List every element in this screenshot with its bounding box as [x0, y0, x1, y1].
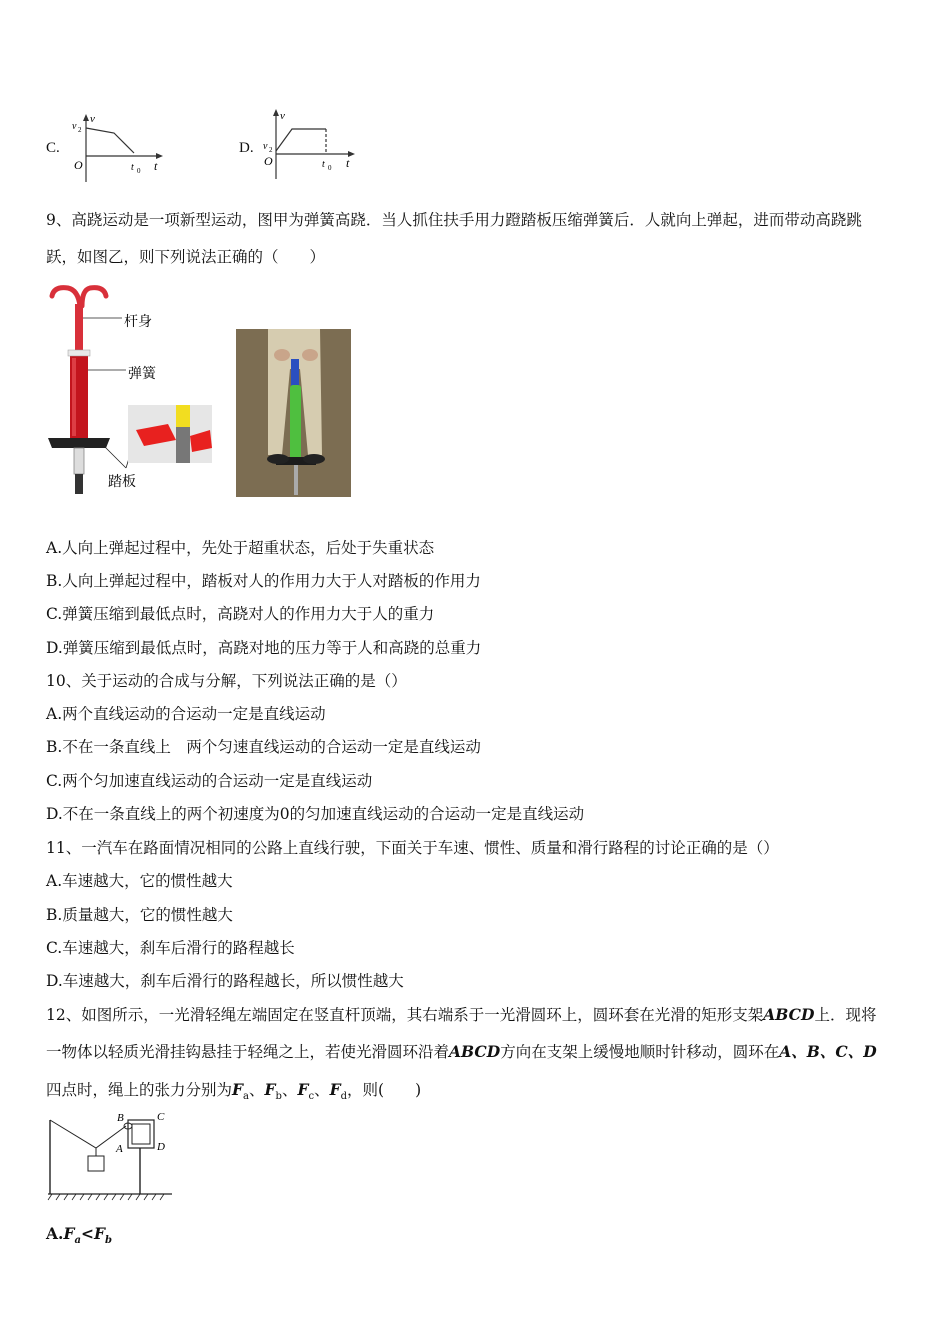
- option-d-label: D.: [239, 140, 254, 156]
- q12-option-a: $A.F_a<F_b$: [46, 1224, 112, 1247]
- t-axis-label: t: [346, 156, 350, 170]
- option-c-label: C.: [46, 140, 60, 156]
- v2-label: v: [263, 141, 268, 152]
- q9-stem-line1: 9、高跷运动是一项新型运动，图甲为弹簧高跷．当人抓住扶手用力蹬踏板压缩弹簧后．人就向上弹起，进而带动高跷跳: [46, 211, 862, 229]
- svg-text:2: 2: [269, 146, 273, 154]
- q9-option-c: C.弹簧压缩到最低点时，高跷对人的作用力大于人的重力: [46, 605, 435, 623]
- point-d-label: D: [157, 1141, 165, 1153]
- svg-text:0: 0: [137, 167, 141, 175]
- rod-label: 杆身: [124, 315, 152, 330]
- q12-stem-line1: 12、如图所示，一光滑轻绳左端固定在竖直杆顶端，其右端系于一光滑圆环上，圆环套在光滑的矩形支架ABCD上．现将: [46, 1005, 877, 1024]
- svg-text:0: 0: [328, 164, 332, 172]
- origin-label: O: [74, 158, 83, 172]
- graph-c-plot: [68, 112, 168, 187]
- v2-label: v: [72, 121, 77, 132]
- pogo-photo: [236, 329, 351, 497]
- q11-option-d: D.车速越大，刹车后滑行的路程越长，所以惯性越大: [46, 972, 404, 990]
- point-a-label: A: [116, 1143, 123, 1155]
- t0-label: t: [131, 162, 134, 173]
- q10-stem: 10、关于运动的合成与分解，下列说法正确的是（）: [46, 672, 407, 690]
- q10-option-b: B.不在一条直线上 两个匀速直线运动的合运动一定是直线运动: [46, 738, 481, 756]
- q11-option-a: A.车速越大，它的惯性越大: [46, 872, 233, 890]
- q9-option-a: A.人向上弹起过程中，先处于超重状态，后处于失重状态: [46, 539, 435, 557]
- v-axis-label: v: [280, 110, 285, 122]
- t-axis-label: t: [154, 159, 158, 173]
- q11-option-b: B.质量越大，它的惯性越大: [46, 906, 233, 924]
- svg-text:2: 2: [78, 126, 82, 134]
- q11-option-c: C.车速越大，刹车后滑行的路程越长: [46, 939, 295, 957]
- t0-label: t: [322, 159, 325, 170]
- point-c-label: C: [157, 1111, 165, 1123]
- q10-option-a: A.两个直线运动的合运动一定是直线运动: [46, 705, 326, 723]
- q9-option-b: B.人向上弹起过程中，踏板对人的作用力大于人对踏板的作用力: [46, 572, 481, 590]
- frame-diagram: [44, 1108, 184, 1208]
- q10-option-d: D.不在一条直线上的两个初速度为0的匀加速直线运动的合运动一定是直线运动: [46, 805, 585, 823]
- q9-stem-line2: 跃，如图乙，则下列说法正确的（ ）: [46, 248, 326, 266]
- origin-label: O: [264, 154, 273, 168]
- q10-option-c: C.两个匀加速直线运动的合运动一定是直线运动: [46, 772, 373, 790]
- point-b-label: B: [117, 1112, 124, 1124]
- q11-stem: 11、一汽车在路面情况相同的公路上直线行驶，下面关于车速、惯性、质量和滑行路程的讨论正确的是（）: [46, 839, 779, 857]
- q9-option-d: D.弹簧压缩到最低点时，高跷对地的压力等于人和高跷的总重力: [46, 639, 482, 657]
- v-axis-label: v: [90, 113, 95, 125]
- q12-stem-line2: 一物体以轻质光滑挂钩悬挂于轻绳之上，若使光滑圆环沿着ABCD方向在支架上缓慢地顺时针移动，圆环在A、B、C、D: [46, 1042, 877, 1061]
- q12-stem-line3: 四点时，绳上的张力分别为$F_a$、$F_b$、$F_c$、$F_d$，则( ): [46, 1080, 422, 1103]
- pogo-stick-figure: [44, 278, 219, 500]
- spring-label: 弹簧: [128, 367, 156, 382]
- graph-d-plot: [260, 107, 360, 182]
- pedal-label: 踏板: [108, 475, 136, 490]
